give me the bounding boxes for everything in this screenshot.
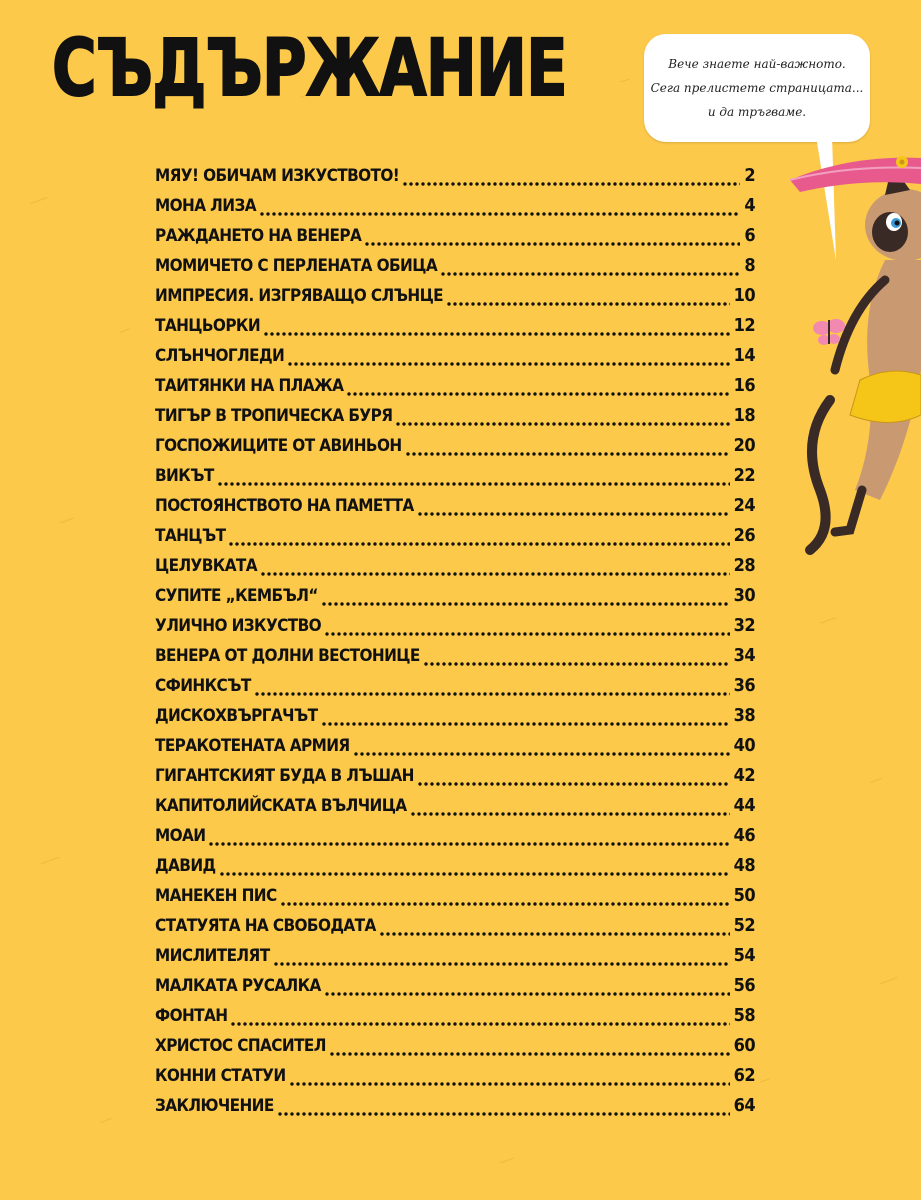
paper-speck: [820, 617, 835, 623]
toc-entry-page-number: 10: [733, 285, 755, 306]
toc-dot-leader: [263, 315, 730, 337]
toc-entry[interactable]: [155, 157, 755, 187]
toc-entry-title: СФИНКСЪТ: [155, 676, 251, 696]
toc-entry-title: ТАНЦЪТ: [155, 526, 226, 546]
toc-entry-page-number: 20: [733, 435, 755, 456]
toc-entry[interactable]: [155, 847, 755, 877]
toc-dot-leader: [423, 645, 730, 667]
toc-entry-page-number: 26: [733, 525, 755, 546]
toc-entry-page-number: 8: [744, 255, 755, 276]
toc-entry-page-number: 56: [733, 975, 755, 996]
toc-entry[interactable]: [155, 787, 755, 817]
toc-entry-page-number: 48: [733, 855, 755, 876]
toc-entry-page-number: 12: [733, 315, 755, 336]
toc-dot-leader: [230, 1005, 729, 1027]
toc-entry[interactable]: [155, 367, 755, 397]
toc-entry[interactable]: [155, 727, 755, 757]
toc-entry[interactable]: [155, 337, 755, 367]
toc-entry-page-number: 6: [744, 225, 755, 246]
toc-dot-leader: [259, 195, 740, 217]
toc-dot-leader: [346, 375, 729, 397]
toc-entry-page-number: 42: [733, 765, 755, 786]
toc-entry-title: ФОНТАН: [155, 1006, 228, 1026]
paper-speck: [100, 1118, 112, 1123]
paper-speck: [500, 1158, 513, 1164]
toc-dot-leader: [417, 495, 730, 517]
toc-entry-title: ХРИСТОС СПАСИТЕЛ: [155, 1036, 326, 1056]
toc-entry-title: ТИГЪР В ТРОПИЧЕСКА БУРЯ: [155, 406, 393, 426]
toc-entry[interactable]: [155, 877, 755, 907]
toc-dot-leader: [321, 705, 730, 727]
toc-entry-page-number: 14: [733, 345, 755, 366]
table-of-contents: [155, 157, 755, 1117]
toc-entry[interactable]: [155, 607, 755, 637]
paper-speck: [40, 857, 59, 865]
toc-dot-leader: [402, 165, 740, 187]
toc-dot-leader: [417, 765, 730, 787]
speech-line-1: Вече знаете най-важното.: [668, 57, 846, 71]
toc-entry-title: СЛЪНЧОГЛЕДИ: [155, 346, 285, 366]
toc-entry-title: СТАТУЯТА НА СВОБОДАТА: [155, 916, 376, 936]
toc-entry-page-number: 36: [733, 675, 755, 696]
toc-entry-title: ДИСКОХВЪРГАЧЪТ: [155, 706, 318, 726]
toc-dot-leader: [280, 885, 730, 907]
toc-entry-title: ГОСПОЖИЦИТЕ ОТ АВИНЬОН: [155, 436, 402, 456]
toc-entry[interactable]: [155, 307, 755, 337]
toc-entry-title: РАЖДАНЕТО НА ВЕНЕРА: [155, 226, 362, 246]
toc-entry[interactable]: [155, 397, 755, 427]
toc-entry[interactable]: [155, 997, 755, 1027]
toc-entry-page-number: 44: [733, 795, 755, 816]
toc-entry-title: МОНА ЛИЗА: [155, 196, 256, 216]
toc-entry[interactable]: [155, 427, 755, 457]
speech-bubble-text: [644, 52, 870, 124]
toc-entry[interactable]: [155, 1027, 755, 1057]
toc-entry-page-number: 4: [744, 195, 755, 216]
toc-entry[interactable]: [155, 577, 755, 607]
toc-entry-page-number: 40: [733, 735, 755, 756]
toc-dot-leader: [353, 735, 730, 757]
toc-entry-title: ТЕРАКОТЕНАТА АРМИЯ: [155, 736, 350, 756]
toc-entry[interactable]: [155, 1057, 755, 1087]
toc-entry[interactable]: [155, 517, 755, 547]
toc-dot-leader: [273, 945, 730, 967]
toc-entry-title: ИМПРЕСИЯ. ИЗГРЯВАЩО СЛЪНЦЕ: [155, 286, 444, 306]
toc-entry-title: ЦЕЛУВКАТА: [155, 556, 258, 576]
toc-entry-page-number: 32: [733, 615, 755, 636]
toc-dot-leader: [410, 795, 730, 817]
toc-dot-leader: [324, 975, 730, 997]
speech-bubble: [644, 34, 870, 142]
page-title: СЪДЪРЖАНИЕ: [52, 24, 567, 114]
toc-dot-leader: [228, 525, 729, 547]
paper-speck: [620, 78, 630, 82]
toc-entry[interactable]: [155, 247, 755, 277]
toc-dot-leader: [321, 585, 730, 607]
toc-dot-leader: [254, 675, 730, 697]
toc-entry-page-number: 24: [733, 495, 755, 516]
toc-entry-page-number: 50: [733, 885, 755, 906]
toc-entry-title: МОАИ: [155, 826, 206, 846]
toc-entry-title: КОННИ СТАТУИ: [155, 1066, 286, 1086]
toc-entry-title: ВЕНЕРА ОТ ДОЛНИ ВЕСТОНИЦЕ: [155, 646, 420, 666]
paper-speck: [760, 1078, 770, 1082]
toc-entry-page-number: 64: [733, 1095, 755, 1116]
toc-entry[interactable]: [155, 1087, 755, 1117]
toc-dot-leader: [219, 855, 730, 877]
toc-dot-leader: [217, 465, 730, 487]
toc-entry-title: СУПИТЕ „КЕМБЪЛ“: [155, 586, 318, 606]
paper-speck: [60, 518, 73, 524]
speech-line-2: Сега прелистете страницата...: [650, 81, 864, 95]
toc-dot-leader: [364, 225, 740, 247]
paper-speck: [120, 328, 130, 332]
toc-entry-page-number: 2: [744, 165, 755, 186]
toc-entry[interactable]: [155, 457, 755, 487]
toc-entry-page-number: 34: [733, 645, 755, 666]
toc-entry-page-number: 46: [733, 825, 755, 846]
toc-entry-title: ГИГАНТСКИЯТ БУДА В ЛЪШАН: [155, 766, 414, 786]
toc-entry[interactable]: [155, 967, 755, 997]
toc-dot-leader: [329, 1035, 730, 1057]
toc-entry-page-number: 52: [733, 915, 755, 936]
toc-entry-page-number: 60: [733, 1035, 755, 1056]
toc-entry[interactable]: [155, 667, 755, 697]
toc-dot-leader: [208, 825, 729, 847]
toc-entry-title: ТАНЦЬОРКИ: [155, 316, 261, 336]
toc-entry-page-number: 38: [733, 705, 755, 726]
toc-entry[interactable]: [155, 757, 755, 787]
toc-dot-leader: [405, 435, 730, 457]
toc-entry-title: МАЛКАТА РУСАЛКА: [155, 976, 321, 996]
toc-dot-leader: [379, 915, 730, 937]
toc-entry-page-number: 58: [733, 1005, 755, 1026]
toc-dot-leader: [446, 285, 730, 307]
toc-entry-page-number: 28: [733, 555, 755, 576]
toc-dot-leader: [289, 1065, 730, 1087]
toc-entry[interactable]: [155, 817, 755, 847]
toc-entry[interactable]: [155, 277, 755, 307]
toc-entry-title: ЗАКЛЮЧЕНИЕ: [155, 1096, 274, 1116]
toc-entry[interactable]: [155, 547, 755, 577]
toc-entry-page-number: 18: [733, 405, 755, 426]
toc-entry[interactable]: [155, 907, 755, 937]
toc-dot-leader: [440, 255, 740, 277]
cat-illustration: [790, 140, 921, 560]
toc-entry-page-number: 22: [733, 465, 755, 486]
speech-line-3: и да тръгваме.: [707, 105, 807, 119]
toc-dot-leader: [395, 405, 729, 427]
toc-dot-leader: [324, 615, 730, 637]
paper-speck: [30, 197, 47, 204]
toc-entry[interactable]: [155, 487, 755, 517]
toc-entry[interactable]: [155, 637, 755, 667]
toc-entry-title: МИСЛИТЕЛЯТ: [155, 946, 270, 966]
toc-entry-title: ТАИТЯНКИ НА ПЛАЖА: [155, 376, 344, 396]
toc-dot-leader: [287, 345, 729, 367]
toc-entry-title: МОМИЧЕТО С ПЕРЛЕНАТА ОБИЦА: [155, 256, 438, 276]
toc-entry-page-number: 16: [733, 375, 755, 396]
toc-entry-title: УЛИЧНО ИЗКУСТВО: [155, 616, 322, 636]
paper-speck: [870, 778, 882, 783]
toc-entry-title: МАНЕКЕН ПИС: [155, 886, 277, 906]
toc-entry-page-number: 30: [733, 585, 755, 606]
toc-entry[interactable]: [155, 937, 755, 967]
toc-entry[interactable]: [155, 217, 755, 247]
toc-entry-title: ВИКЪТ: [155, 466, 214, 486]
toc-entry-title: ДАВИД: [155, 856, 216, 876]
toc-entry-title: ПОСТОЯНСТВОТО НА ПАМЕТТА: [155, 496, 414, 516]
toc-entry-page-number: 62: [733, 1065, 755, 1086]
toc-dot-leader: [277, 1095, 730, 1117]
toc-entry[interactable]: [155, 187, 755, 217]
toc-entry[interactable]: [155, 697, 755, 727]
toc-entry-title: КАПИТОЛИЙСКАТА ВЪЛЧИЦА: [155, 796, 407, 816]
toc-entry-page-number: 54: [733, 945, 755, 966]
toc-dot-leader: [260, 555, 730, 577]
toc-entry-title: МЯУ! ОБИЧАМ ИЗКУСТВОТО!: [155, 166, 400, 186]
paper-speck: [880, 977, 897, 984]
